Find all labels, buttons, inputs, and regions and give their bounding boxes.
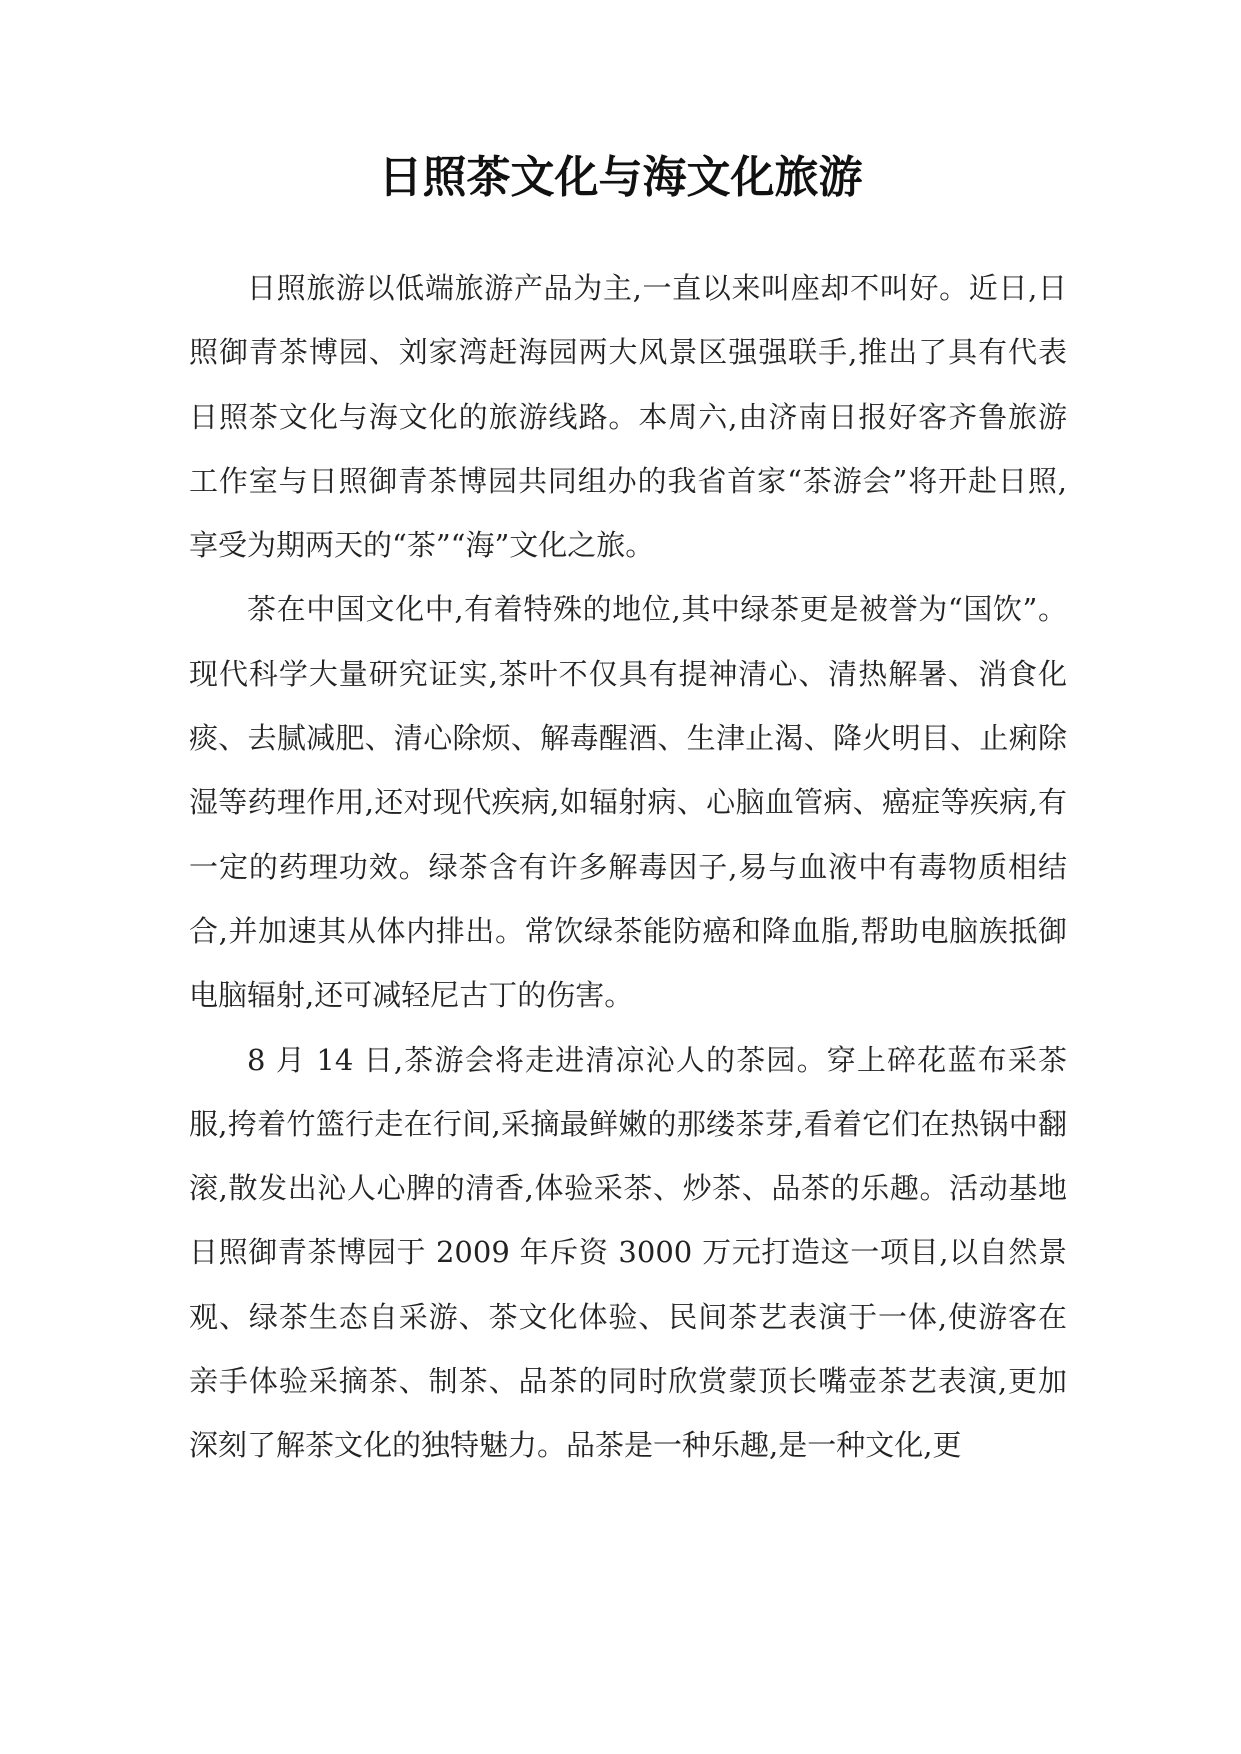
paragraph: 8 月 14 日,茶游会将走进清凉沁人的茶园。穿上碎花蓝布采茶服,挎着竹篮行走在行间,采摘最鲜嫩的那缕茶芽,看着它们在热锅中翻滚,散发出沁人心脾的清香,体验采茶、炒茶、品茶的乐趣。活动基地日照御青茶博园于 2009 年斥资 3000 万元打造这一项目,以自然景观、绿茶生态自采游、茶文化体验、民间茶艺表演于一体,使游客在亲手体验采摘茶、制茶、品茶的同时欣赏蒙顶长嘴壶茶艺表演,更加深刻了解茶文化的独特魅力。品茶是一种乐趣,是一种文化,更 [189,1042,1067,1463]
paragraph: 茶在中国文化中,有着特殊的地位,其中绿茶更是被誉为“国饮”。现代科学大量研究证实,茶叶不仅具有提神清心、清热解暑、消食化痰、去腻减肥、清心除烦、解毒醒酒、生津止渴、降火明目、止痢除湿等药理作用,还对现代疾病,如辐射病、心脑血管病、癌症等疾病,有一定的药理功效。绿茶含有许多解毒因子,易与血液中有毒物质相结合,并加速其从体内排出。常饮绿茶能防癌和降血脂,帮助电脑族抵御电脑辐射,还可减轻尼古丁的伤害。 [189,592,1067,1013]
document-title: 日照茶文化与海文化旅游 [378,152,863,203]
paragraph: 日照旅游以低端旅游产品为主,一直以来叫座却不叫好。近日,日照御青茶博园、刘家湾赶海园两大风景区强强联手,推出了具有代表日照茶文化与海文化的旅游线路。本周六,由济南日报好客齐鲁旅游工作室与日照御青茶博园共同组办的我省首家“茶游会”将开赴日照,享受为期两天的“茶”“海”文化之旅。 [189,271,1067,563]
document-body [189,256,1067,1478]
